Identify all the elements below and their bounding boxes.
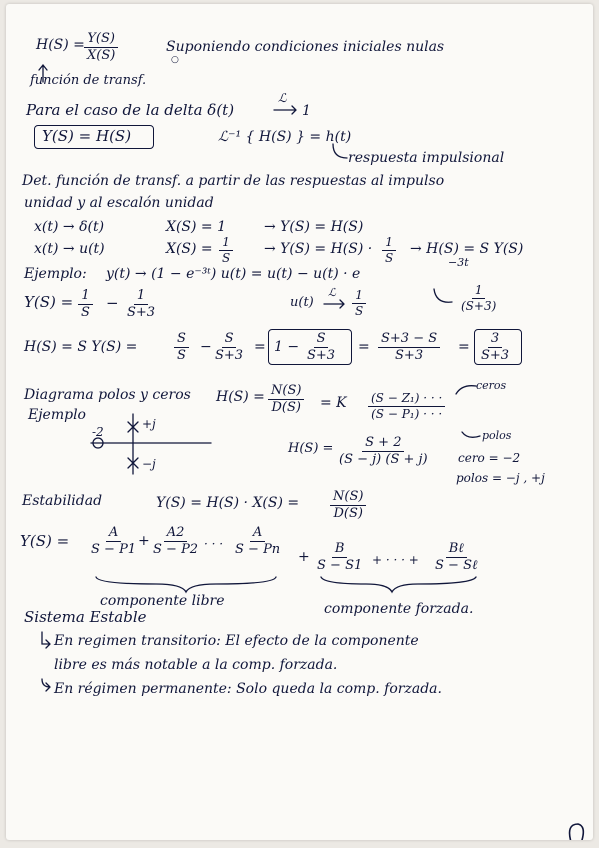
free-component-label: componente libre: [100, 593, 225, 609]
ut-label: u(t): [290, 295, 314, 310]
one-minus: 1 −: [274, 339, 300, 355]
determination-heading: Det. función de transf. a partir de las respuestas al impulso: [22, 173, 445, 189]
ys-product: Y(S) = H(S) · X(S) =: [156, 495, 300, 511]
term-2: $\frac{A2}{S - P2}$: [153, 525, 199, 557]
example-response: y(t) → (1 − e⁻³ᵗ) u(t) = u(t) − u(t) · e: [106, 266, 361, 282]
laplace-symbol: ℒ: [278, 91, 287, 105]
equals-k: = K: [320, 395, 347, 411]
hook-arrow-icon: [333, 144, 347, 158]
transient-note-cont: libre es más notable a la comp. forzada.: [54, 657, 338, 673]
transfer-function-label: H(S) =: [36, 37, 85, 53]
delta-output: → Y(S) = H(S): [264, 219, 364, 235]
pole-zero-heading: Diagrama polos y ceros: [24, 387, 191, 403]
laplace-arrow-icon: [274, 106, 296, 114]
frac-s-s3-b: $\frac{S}{S+3}$: [307, 331, 336, 363]
axis-minus-2: -2: [92, 425, 104, 439]
hs-example: H(S) =: [288, 441, 334, 456]
h-s-derivation: H(S) = S Y(S) =: [24, 339, 138, 355]
poles-value: polos = −j , +j: [456, 471, 545, 485]
minus-2: −: [200, 339, 212, 355]
yx-fraction: $\frac{Y(S)}{X(S)}$: [84, 32, 118, 62]
one-over-s: $\frac{1}{S}$: [219, 236, 233, 264]
polos-label: polos: [482, 429, 512, 442]
transient-note: En regimen transitorio: El efecto de la componente: [54, 633, 419, 649]
frac-1-s3: $\frac{1}{S+3}$: [127, 288, 156, 320]
equals-1: =: [254, 339, 266, 355]
equals-2: =: [358, 339, 370, 355]
step-transform: X(S) =: [166, 241, 213, 257]
term-b: $\frac{B}{S - S1}$: [317, 541, 363, 573]
frac-cancel: $\frac{S+3 - S}{S+3}$: [378, 332, 440, 362]
step-input: x(t) → u(t): [34, 241, 105, 257]
frac-1-s: $\frac{1}{S}$: [78, 289, 93, 319]
underbrace-libre: [96, 577, 276, 592]
underbrace-forzada: [321, 577, 476, 592]
delta-input: x(t) → δ(t): [34, 219, 105, 235]
forced-component-label: componente forzada.: [324, 601, 474, 617]
plus-1: +: [138, 533, 150, 549]
exponent: −3t: [448, 256, 469, 269]
delta-case-text: Para el caso de la delta δ(t): [26, 101, 235, 119]
frac-1-s3-b: $\frac{1}{(S+3)}$: [461, 283, 497, 313]
example-label-2: Ejemplo: [28, 407, 86, 423]
delta-transform: X(S) = 1: [166, 219, 227, 235]
boxed-equation: Y(S) = H(S): [42, 127, 132, 145]
hs-label-2: H(S) =: [216, 389, 265, 405]
example-fraction: $\frac{S + 2}{(S - j) (S + j)}$: [339, 435, 428, 467]
minus-sign: −: [106, 294, 119, 312]
term-1: $\frac{A}{S - P1}$: [91, 525, 137, 557]
axis-plus-j: +j: [142, 417, 156, 431]
ellipsis-1: · · ·: [204, 537, 224, 551]
frac-n-d: $\frac{N(S)}{D(S)}$: [268, 384, 304, 414]
zero-value: cero = −2: [458, 451, 521, 465]
stability-heading: Estabilidad: [22, 493, 103, 509]
term-n: $\frac{A}{S - Pn}$: [235, 525, 281, 557]
ceros-label: ceros: [476, 379, 507, 392]
notebook-page: [6, 4, 593, 840]
inverse-laplace: ℒ⁻¹ { H(S) } = h(t): [218, 129, 352, 145]
ys-partial-label: Y(S) =: [20, 532, 70, 550]
bullet-circle-icon: ○: [171, 55, 179, 65]
frac-s-s3: $\frac{S}{S+3}$: [215, 331, 244, 363]
equals-3: =: [458, 339, 470, 355]
impulse-response-note: respuesta impulsional: [348, 150, 505, 166]
laplace-symbol-2: ℒ: [328, 286, 336, 299]
step-output: → Y(S) = H(S) ·: [264, 241, 373, 257]
frac-s-s: $\frac{S}{S}$: [174, 332, 189, 362]
plus-2: +: [298, 549, 310, 565]
funcion-transf-label: función de transf.: [30, 73, 147, 88]
factored-form: $\frac{\text{(S − Z₁) · · ·}}{\text{(S − P₁) · · ·}}$: [368, 392, 445, 420]
frac-1-s-b: $\frac{1}{S}$: [352, 289, 366, 317]
one-over-s-2: $\frac{1}{S}$: [382, 236, 396, 264]
frac-n-d-2: $\frac{N(S)}{D(S)}$: [330, 490, 366, 520]
term-bl: Bℓ S − Sℓ: [435, 541, 478, 573]
h-equals-sy: → H(S) = S Y(S): [410, 241, 524, 257]
ys-label: Y(S) =: [24, 293, 74, 311]
example-label: Ejemplo:: [24, 266, 87, 282]
determination-heading-cont: unidad y al escalón unidad: [24, 195, 214, 211]
stable-system-heading: Sistema Estable: [24, 608, 147, 626]
frac-final: $\frac{3}{S+3}$: [481, 331, 510, 363]
initial-conditions-note: Suponiendo condiciones iniciales nulas: [166, 39, 445, 55]
ellipsis-2: + · · · +: [372, 553, 419, 567]
axis-minus-j: −j: [142, 457, 156, 471]
steady-state-note: En régimen permanente: Solo queda la comp. forzada.: [54, 681, 442, 697]
laplace-result: 1: [302, 103, 311, 119]
